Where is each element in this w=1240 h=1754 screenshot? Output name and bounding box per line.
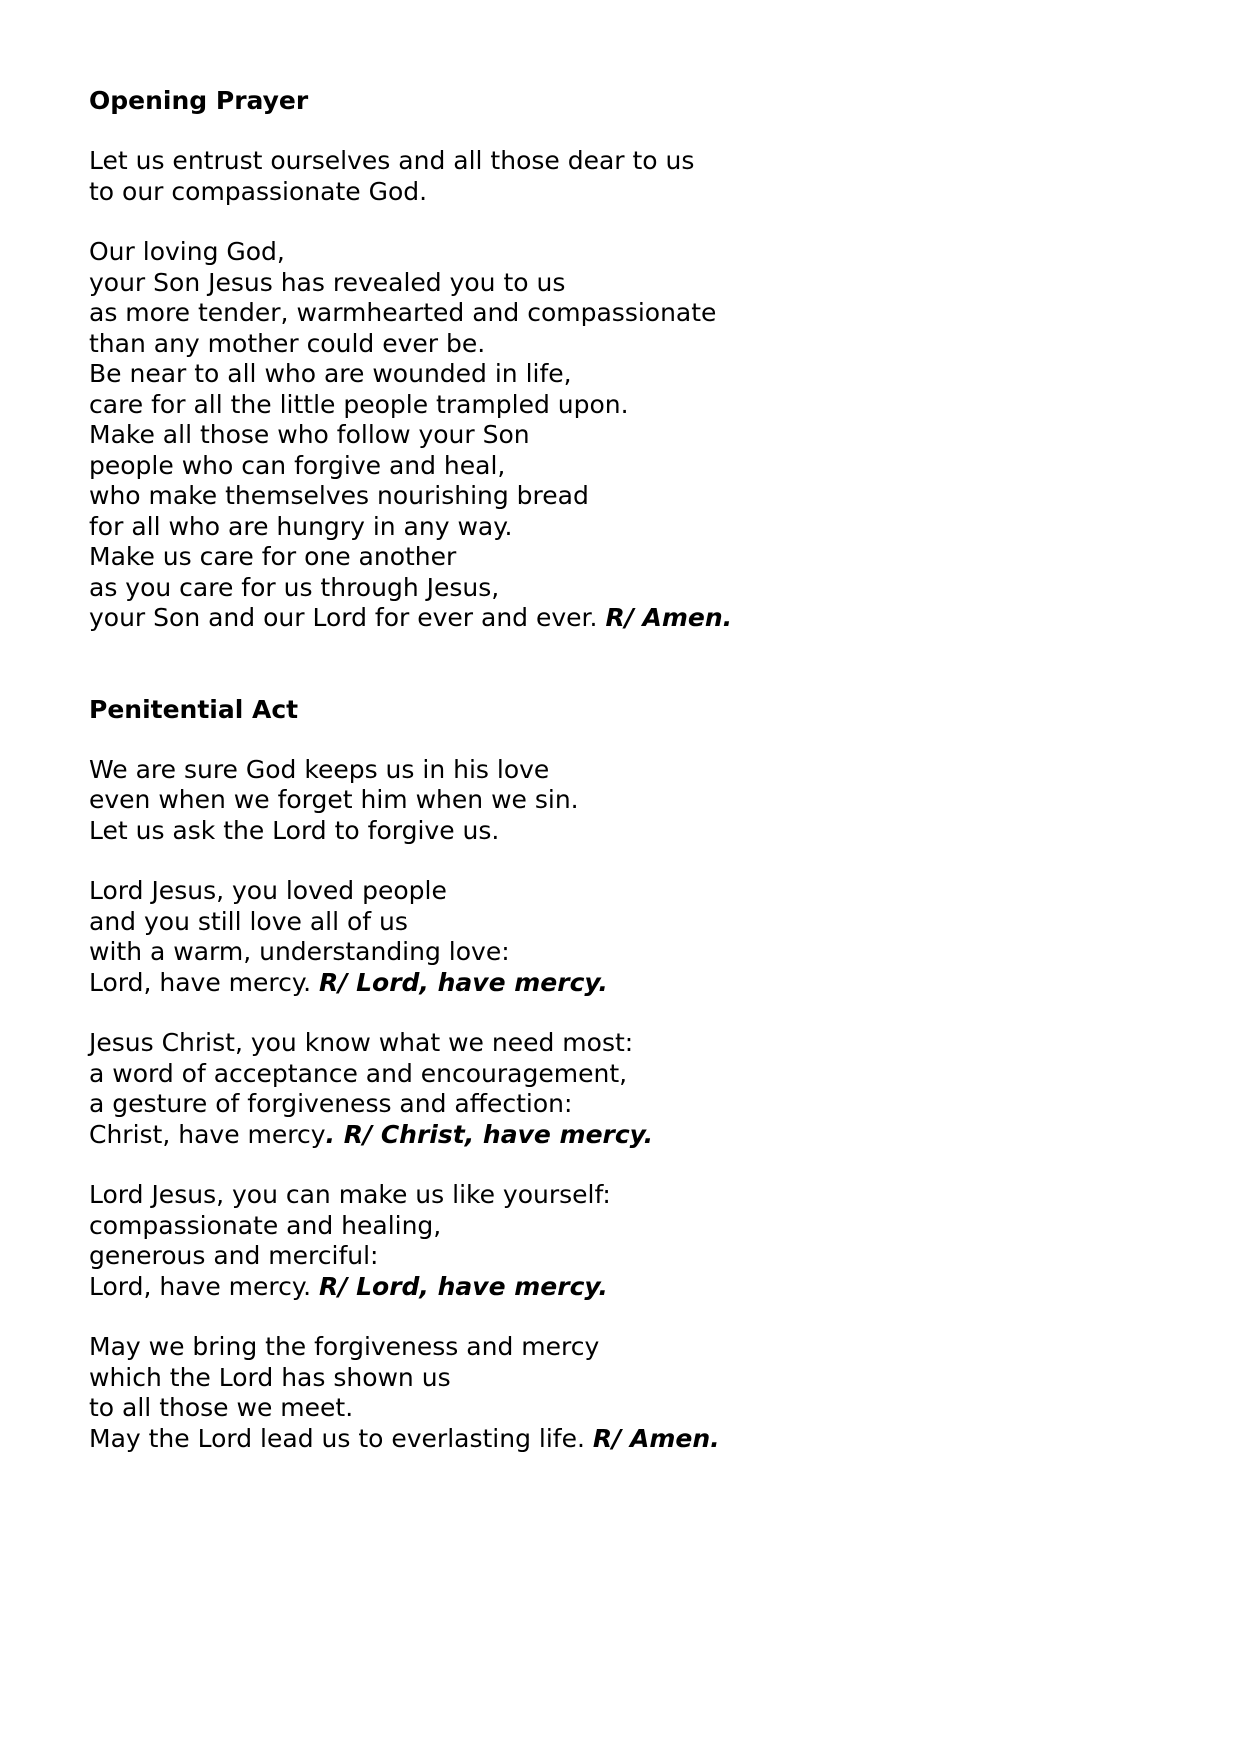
penitential-intro: [89, 755, 1189, 847]
text-line: even when we forget him when we sin.: [89, 785, 579, 814]
response-lord-have-mercy: R/ Lord, have mercy.: [319, 1271, 608, 1301]
text-line: as more tender, warmhearted and compassionate: [89, 298, 717, 327]
closing-text: your Son and our Lord for ever and ever.: [89, 603, 598, 632]
text-line: people who can forgive and heal,: [89, 450, 506, 480]
text-line: than any mother could ever be.: [89, 328, 486, 358]
closing-line: [89, 1120, 1189, 1151]
text-line: Lord Jesus, you loved people: [89, 876, 447, 905]
penitential-act-section: [89, 695, 1189, 1455]
text-line: to all those we meet.: [89, 1393, 354, 1422]
text-line: Jesus Christ, you know what we need most:: [89, 1028, 634, 1057]
text-line: with a warm, understanding love:: [89, 937, 510, 966]
closing-text: Christ, have mercy: [89, 1119, 326, 1149]
document-page: [89, 86, 1189, 1454]
text-line: May we bring the forgiveness and mercy: [89, 1332, 600, 1361]
penitential-act-heading: Penitential Act: [89, 694, 299, 724]
opening-prayer-heading: Opening Prayer: [89, 86, 309, 115]
text-line: Be near to all who are wounded in life,: [89, 359, 572, 388]
closing-text: Lord, have mercy.: [89, 1271, 312, 1301]
invocation-1: [89, 876, 1189, 998]
invocation-3: [89, 1180, 1189, 1302]
text-line: compassionate and healing,: [89, 1210, 442, 1240]
closing-line: [89, 603, 1189, 634]
closing-line: [89, 968, 1189, 999]
text-line: We are sure God keeps us in his love: [89, 754, 550, 784]
closing-text: Lord, have mercy.: [89, 967, 312, 997]
absolution: [89, 1332, 1189, 1454]
text-line: Let us entrust ourselves and all those dear to us: [89, 146, 695, 175]
text-line: Our loving God,: [89, 237, 285, 266]
text-line: and you still love all of us: [89, 906, 408, 936]
closing-line: [89, 1424, 1189, 1455]
text-line: generous and merciful:: [89, 1241, 379, 1270]
opening-prayer-text: [89, 237, 1189, 634]
text-line: a word of acceptance and encouragement,: [89, 1058, 628, 1088]
opening-prayer-intro: [89, 146, 1189, 207]
text-line: to our compassionate God.: [89, 176, 428, 206]
closing-text: May the Lord lead us to everlasting life.: [89, 1423, 585, 1453]
text-line: Lord Jesus, you can make us like yourself:: [89, 1180, 611, 1209]
response-christ-have-mercy: . R/ Christ, have mercy.: [325, 1119, 654, 1149]
response-amen: R/ Amen.: [605, 603, 733, 632]
closing-line: [89, 1272, 1189, 1303]
text-line: care for all the little people trampled upon.: [89, 389, 629, 419]
invocation-2: [89, 1028, 1189, 1150]
text-line: Make us care for one another: [89, 542, 457, 571]
text-line: a gesture of forgiveness and affection:: [89, 1089, 573, 1118]
text-line: Make all those who follow your Son: [89, 420, 530, 449]
text-line: Let us ask the Lord to forgive us.: [89, 815, 500, 845]
opening-prayer-section: [89, 86, 1189, 634]
response-lord-have-mercy: R/ Lord, have mercy.: [319, 967, 608, 997]
text-line: for all who are hungry in any way.: [89, 511, 513, 541]
text-line: who make themselves nourishing bread: [89, 481, 589, 510]
text-line: which the Lord has shown us: [89, 1362, 451, 1392]
text-line: your Son Jesus has revealed you to us: [89, 267, 566, 297]
response-amen: R/ Amen.: [592, 1423, 720, 1453]
text-line: as you care for us through Jesus,: [89, 572, 500, 602]
